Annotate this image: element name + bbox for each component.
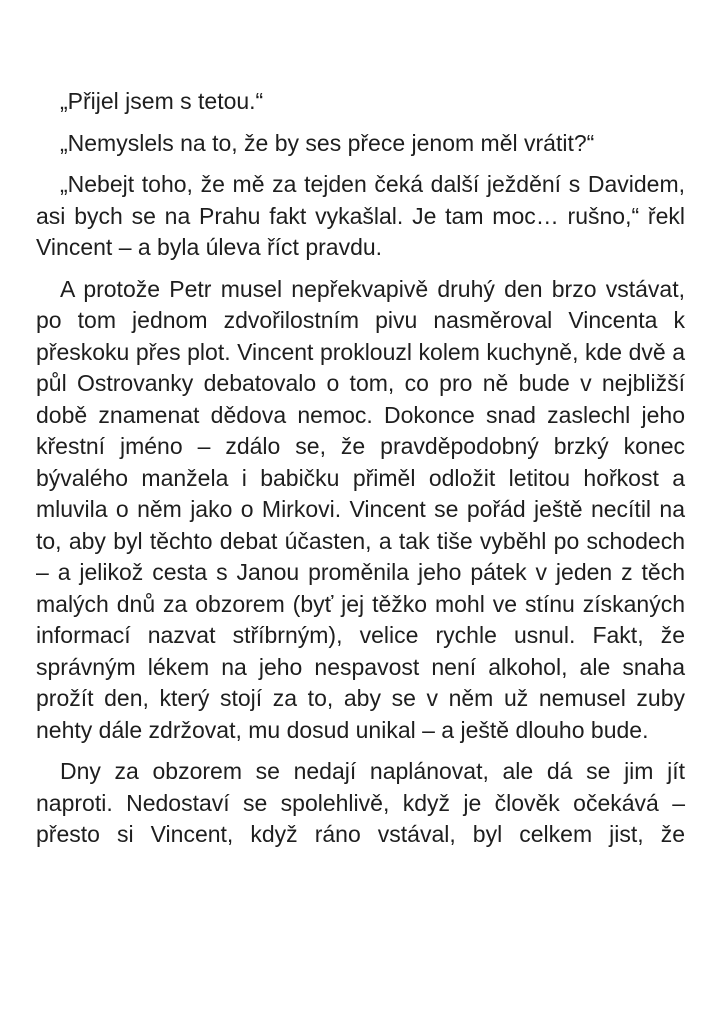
paragraph-3: „Nebejt toho, že mě za tejden čeká další ježdění s Davidem, asi bych se na Prahu fakt vykašlal. Je tam moc… rušno,“ řekl Vincent – a byla úleva říct pravdu.: [36, 171, 685, 260]
paragraph-1: „Přijel jsem s tetou.“: [60, 88, 264, 114]
paragraph-5: Dny za obzorem se nedají naplánovat, ale dá se jim jít naproti. Nedostaví se spolehlivě, když je člověk očekává – přesto si Vincent, když ráno vstával, byl celkem jist, že: [36, 758, 685, 847]
paragraph-4: A protože Petr musel nepřekvapivě druhý den brzo vstávat, po tom jednom zdvořilostním pivu nasměroval Vincenta k přeskoku přes plot. Vincent proklouzl kolem kuchyně, kde dvě a půl Ostrovanky debatovalo o tom, co pro ně bude v nejbližší době znamenat dědova nemoc. Dokonce snad zaslechl jeho křestní jméno – zdálo se, že pravděpodobný brzký konec bývalého manžela i babičku přiměl odložit letitou hořkost a mluvila o něm jako o Mirkovi. Vincent se pořád ještě necítil na to, aby byl těchto debat účasten, a tak tiše vyběhl po schodech – a jelikož cesta s Janou proměnila jeho pátek v jeden z těch malých dnů za obzorem (byť jej těžko mohl ve stínu získaných informací nazvat stříbrným), velice rychle usnul. Fakt, že správným lékem na jeho nespavost není alkohol, ale snaha prožít den, který stojí za to, aby se v něm už nemusel zuby nehty dále zdržovat, mu dosud unikal – a ještě dlouho bude.: [36, 275, 685, 743]
paragraph-2: „Nemyslels na to, že by ses přece jenom měl vrátit?“: [60, 129, 595, 156]
book-page: [36, 86, 685, 861]
